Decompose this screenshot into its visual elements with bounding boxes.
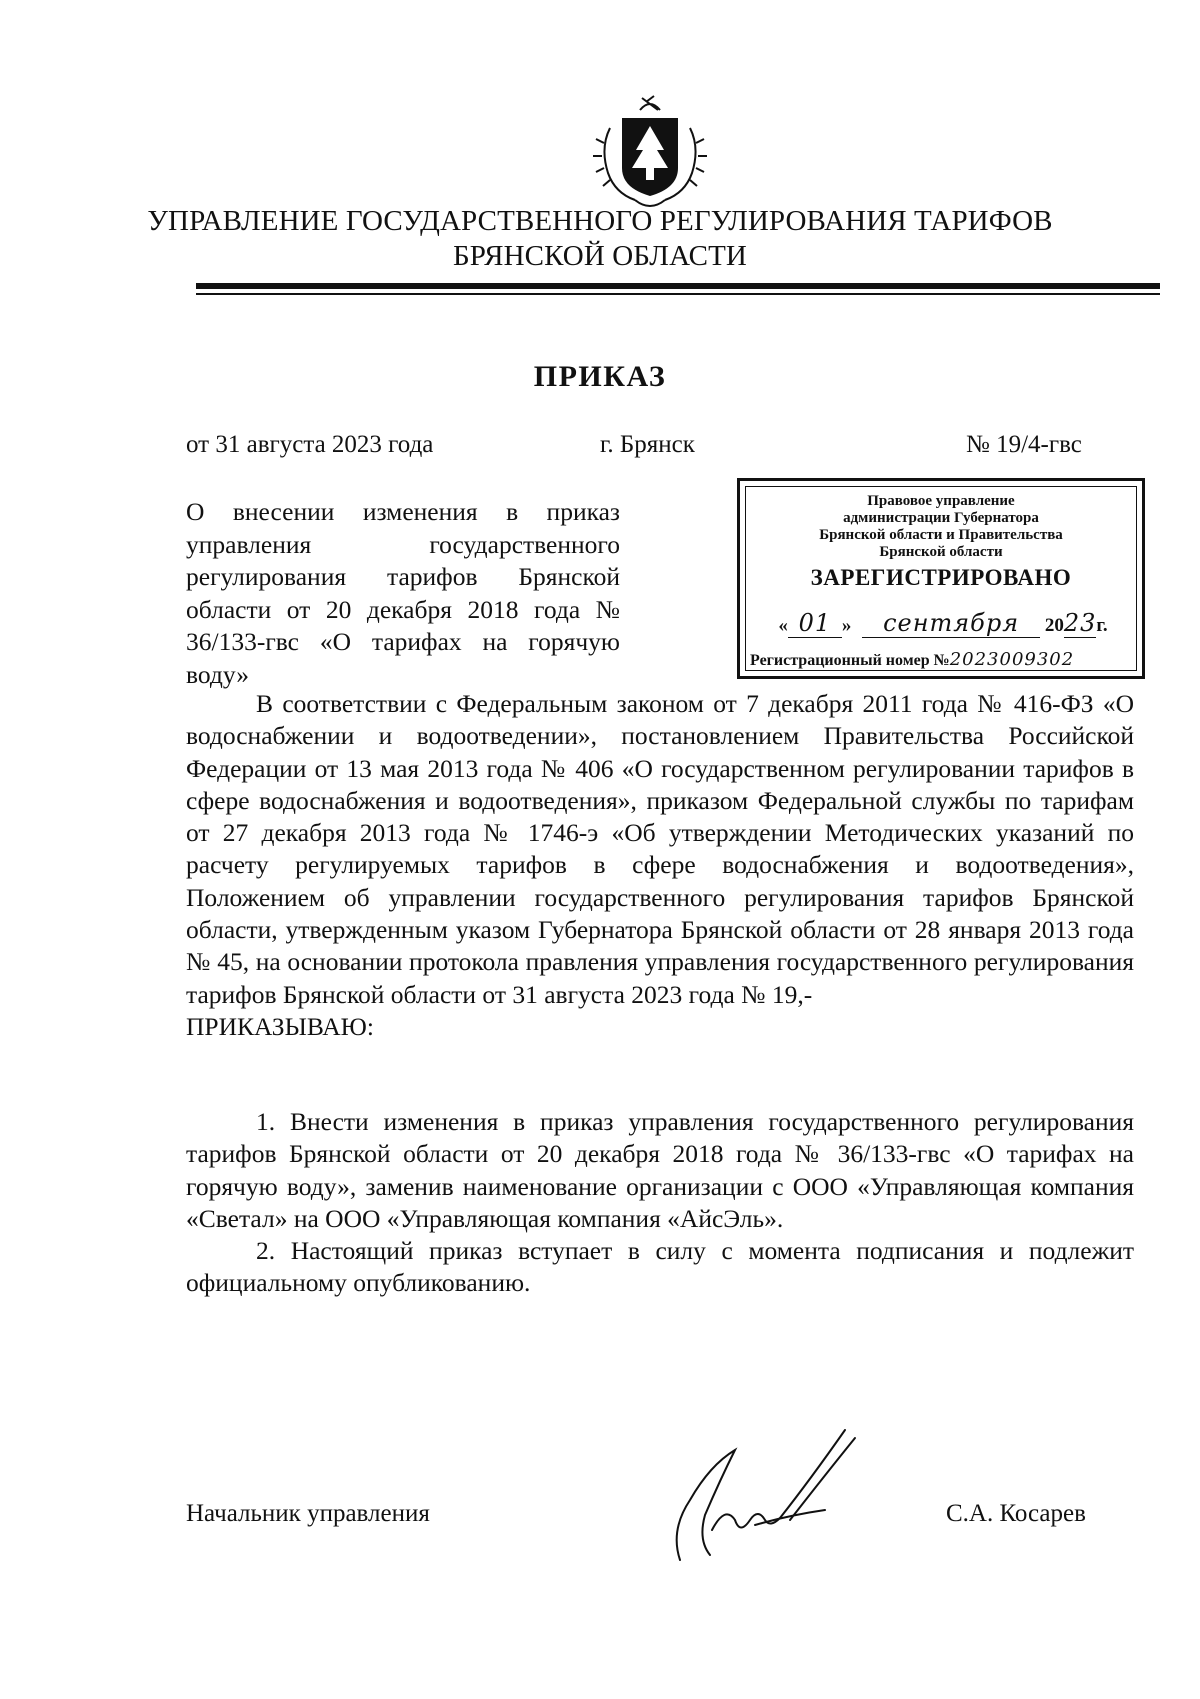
doc-subject: О внесении изменения в приказ управления государственного регулирования тарифов Брянской области от 20 декабря 2018 года № 36/133-гвс «О тарифах на горячую воду» <box>186 497 620 689</box>
stamp-reg-number: 2023009302 <box>949 649 1075 670</box>
stamp-status: ЗАРЕГИСТРИРОВАНО <box>810 565 1072 590</box>
stamp-year-suffix: 23 <box>1063 609 1097 637</box>
stamp-year-prefix: 20 <box>1044 615 1064 636</box>
stamp-line4: Брянской области <box>879 544 1003 560</box>
stamp-day: 01 <box>788 609 842 638</box>
stamp-date: « 01 » сентября 2023г. <box>778 609 1108 637</box>
order-word: ПРИКАЗЫВАЮ: <box>186 1011 374 1041</box>
stamp-year-unit: г. <box>1096 615 1108 636</box>
stamp-registration <box>750 649 1138 670</box>
stamp-line3: Брянской области и Правительства <box>819 527 1063 543</box>
signatory-position: Начальник управления <box>186 1500 430 1527</box>
org-name-line1: УПРАВЛЕНИЕ ГОСУДАРСТВЕННОГО РЕГУЛИРОВАНИЯ ТАРИФОВ <box>147 205 1053 237</box>
preamble-text: В соответствии с Федеральным законом от 7 декабря 2011 года № 416-ФЗ «О водоснабжении и водоотведении», постановлением Правительства Российской Федерации от 13 мая 2013 года № 406 «О государственном регулировании тарифов в сфере водоснабжения и водоотведения», приказом Федеральной службы по тарифам от 27 декабря 2013 года № 1746-э «Об утверждении Методических указаний по расчету регулируемых тарифов в сфере водоснабжения и водоотведения», Положением об управлении государственного регулирования тарифов Брянской области, утвержденным указом Губернатора Брянской области от 28 января 2013 года № 45, на основании протокола правления управления государственного регулирования тарифов Брянской области от 31 августа 2023 года № 19,- <box>186 689 1134 1009</box>
stamp-reg-label: Регистрационный номер № <box>750 652 950 669</box>
handwritten-signature <box>640 1420 900 1570</box>
doc-date: от 31 августа 2023 года <box>186 431 434 458</box>
stamp-line2: администрации Губернатора <box>843 510 1039 526</box>
doc-number: № 19/4-гвс <box>966 431 1082 458</box>
registration-stamp <box>737 478 1145 679</box>
coat-of-arms-emblem <box>580 88 720 218</box>
doc-city: г. Брянск <box>600 431 695 458</box>
stamp-month: сентября <box>862 609 1040 638</box>
org-name-line2: БРЯНСКОЙ ОБЛАСТИ <box>453 240 747 272</box>
doc-title: ПРИКАЗ <box>533 360 667 393</box>
header-rule-thick <box>196 283 1160 289</box>
order-item-2: 2. Настоящий приказ вступает в силу с момента подписания и подлежит официальному опубликованию. <box>186 1236 1134 1298</box>
stamp-line1: Правовое управление <box>867 493 1015 509</box>
order-item-1: 1. Внести изменения в приказ управления государственного регулирования тарифов Брянской области от 20 декабря 2018 года № 36/133-гвс «О тарифах на горячую воду», заменив наименование организации с ООО «Управляющая компания «Светал» на ООО «Управляющая компания «АйсЭль». <box>186 1107 1134 1233</box>
signatory-name: С.А. Косарев <box>946 1500 1086 1527</box>
doc-preamble <box>186 688 1134 1043</box>
doc-items <box>186 1106 1134 1300</box>
header-rule-thin <box>196 293 1160 295</box>
